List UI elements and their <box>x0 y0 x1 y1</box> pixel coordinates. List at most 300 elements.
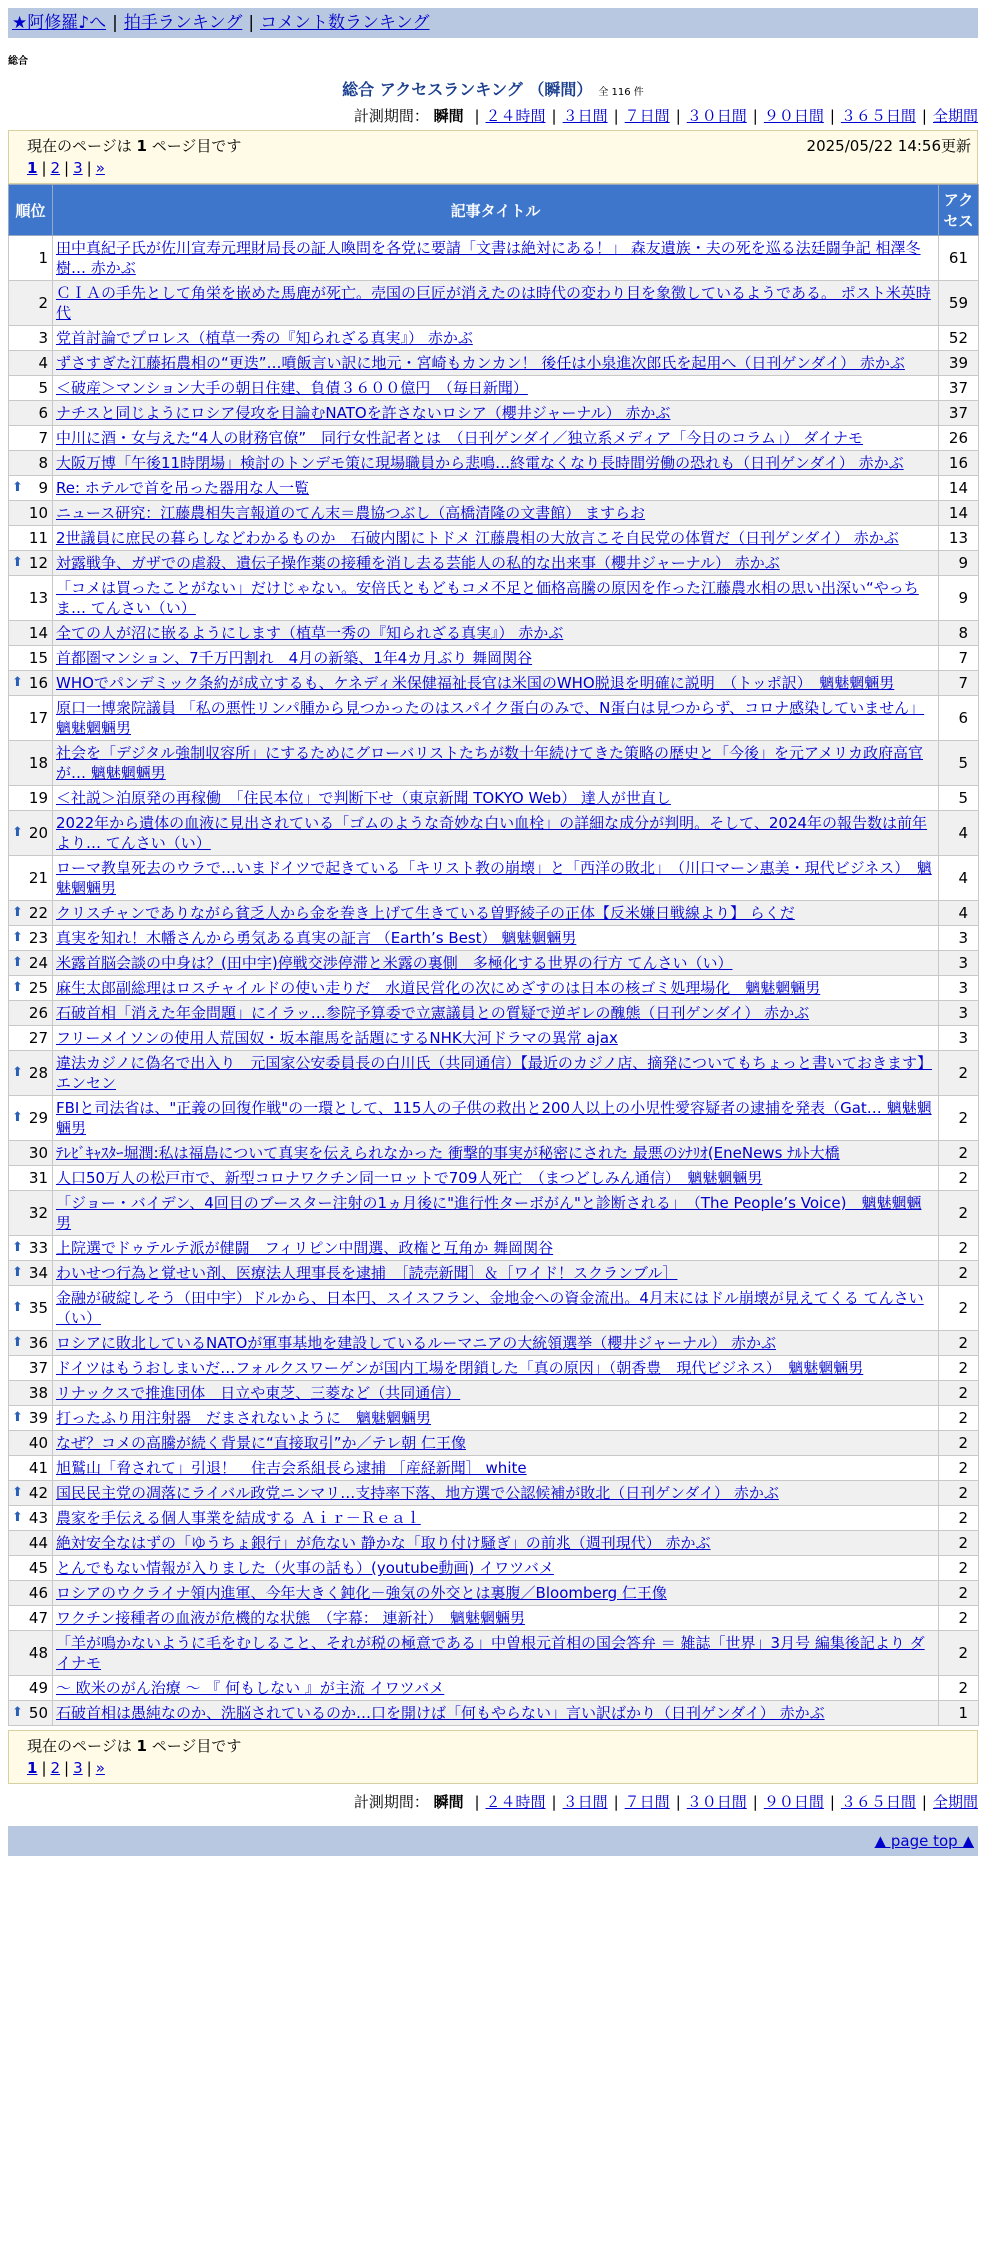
article-title-link[interactable]: わいせつ行為と覚せい剤、医療法人理事長を逮捕 ［読売新聞］＆［ワイド！スクランブル］ <box>56 1264 678 1282</box>
article-title-link[interactable]: 真実を知れ！木幡さんから勇気ある真実の証言 （Earth’s Best） 魑魅魍魎男 <box>56 929 577 947</box>
article-title-link[interactable]: 絶対安全なはずの「ゆうちょ銀行」が危ない 静かな「取り付け騒ぎ」の前兆（週刊現代） 赤かぶ <box>56 1534 711 1552</box>
table-row <box>9 1026 979 1051</box>
article-title-link[interactable]: ロシアに敗北しているNATOが軍事基地を建設しているルーマニアの大統領選挙（櫻井ジャーナル） 赤かぶ <box>56 1334 777 1352</box>
access-count: 2 <box>939 1166 979 1191</box>
table-row <box>9 1166 979 1191</box>
rank-cell <box>9 551 53 576</box>
access-count: 2 <box>939 1631 979 1676</box>
rank-cell <box>9 856 53 901</box>
title-cell <box>53 1481 939 1506</box>
rank-cell <box>9 1096 53 1141</box>
title-cell <box>53 376 939 401</box>
article-title-link[interactable]: 国民民主党の凋落にライバル政党ニンマリ…支持率下落、地方選で公認候補が敗北（日刊ゲンダイ） 赤かぶ <box>56 1484 779 1502</box>
ranking-table-body <box>9 236 979 1726</box>
table-row <box>9 1506 979 1531</box>
title-cell <box>53 576 939 621</box>
title-cell <box>53 1141 939 1166</box>
access-count: 2 <box>939 1456 979 1481</box>
access-count: 37 <box>939 376 979 401</box>
rank-number: 38 <box>28 1384 48 1402</box>
rank-cell <box>9 671 53 696</box>
period-option-link[interactable]: ３６５日間 <box>840 1793 916 1811</box>
article-title-link[interactable]: ずさすぎた江藤拓農相の“更迭”…噴飯言い訳に地元・宮崎もカンカン！ 後任は小泉進次郎氏を起用へ（日刊ゲンダイ） 赤かぶ <box>56 354 905 372</box>
current-page-text: 現在のページは 1 ページ目です <box>27 137 242 155</box>
up-arrow-icon: ⬆ <box>12 1265 23 1280</box>
title-cell <box>53 856 939 901</box>
rank-cell <box>9 526 53 551</box>
rank-number: 21 <box>28 869 48 887</box>
article-title-link[interactable]: 対露戦争、ガザでの虐殺、遺伝子操作薬の接種を消し去る芸能人の私的な出来事（櫻井ジャーナル） 赤かぶ <box>56 554 780 572</box>
rank-number: 11 <box>28 529 48 547</box>
access-count: 2 <box>939 1406 979 1431</box>
period-option-link[interactable]: ２４時間 <box>485 1793 546 1811</box>
access-count: 3 <box>939 926 979 951</box>
rank-cell <box>9 976 53 1001</box>
rank-cell <box>9 1431 53 1456</box>
article-title-link[interactable]: 社会を「デジタル強制収容所」にするためにグローバリストたちが数十年続けてきた策略の歴史と「今後」を元アメリカ政府高官が… 魑魅魍魎男 <box>56 744 924 782</box>
title-cell <box>53 1356 939 1381</box>
access-count: 8 <box>939 621 979 646</box>
article-title-link[interactable]: 人口50万人の松戸市で、新型コロナワクチン同一ロットで709人死亡 （まつどしみん通信） 魑魅魍魎男 <box>56 1169 763 1187</box>
article-title-link[interactable]: ＜社説＞泊原発の再稼働 「住民本位」で判断下せ（東京新聞 TOKYO Web） 達人が世直し <box>56 789 671 807</box>
title-cell <box>53 281 939 326</box>
title-cell <box>53 1606 939 1631</box>
rank-number: 23 <box>28 929 48 947</box>
rank-cell <box>9 401 53 426</box>
col-access-header: アクセス <box>939 185 979 236</box>
rank-number: 17 <box>28 709 48 727</box>
current-page-text: 現在のページは 1 ページ目です <box>27 1737 242 1755</box>
rank-number: 4 <box>38 354 48 372</box>
access-count: 26 <box>939 426 979 451</box>
rank-number: 29 <box>28 1109 48 1127</box>
article-title-link[interactable]: 中川に酒・女与えた“4人の財務官僚” 同行女性記者とは （日刊ゲンダイ／独立系メディア「今日のコラム」） ダイナモ <box>56 429 864 447</box>
period-option-link[interactable]: 全期間 <box>932 107 978 125</box>
period-option-link[interactable]: ３６５日間 <box>840 107 916 125</box>
article-title-link[interactable]: ロシアのウクライナ領内進軍、今年大きく鈍化－強気の外交とは裏腹／Bloomberg 仁王像 <box>56 1584 667 1602</box>
title-cell <box>53 671 939 696</box>
article-title-link[interactable]: 打ったふり用注射器 だまされないように 魑魅魍魎男 <box>56 1409 432 1427</box>
page-link[interactable]: 2 <box>50 1759 61 1777</box>
access-count: 2 <box>939 1381 979 1406</box>
article-title-link[interactable]: ＜破産＞マンション大手の朝日住建、負債３６００億円 （毎日新聞） <box>56 379 528 397</box>
rank-number: 12 <box>28 554 48 572</box>
title-cell <box>53 1456 939 1481</box>
article-title-link[interactable]: リナックスで推進団体 日立や東芝、三菱など（共同通信） <box>56 1384 461 1402</box>
access-count: 3 <box>939 951 979 976</box>
period-links: | ２４時間 | ３日間 | ７日間 | ３０日間 | ９０日間 | ３６５日間 | 全期間 <box>474 1793 978 1811</box>
rank-cell <box>9 926 53 951</box>
access-count: 2 <box>939 1581 979 1606</box>
period-links: | ２４時間 | ３日間 | ７日間 | ３０日間 | ９０日間 | ３６５日間 | 全期間 <box>474 107 978 125</box>
access-count: 39 <box>939 351 979 376</box>
title-cell <box>53 1166 939 1191</box>
period-selector-top <box>8 106 978 126</box>
period-option-link[interactable]: ３日間 <box>562 1793 608 1811</box>
up-arrow-icon: ⬆ <box>12 980 23 995</box>
rank-cell <box>9 646 53 671</box>
period-option-link[interactable]: ７日間 <box>624 1793 670 1811</box>
rank-number: 28 <box>28 1064 48 1082</box>
title-cell <box>53 351 939 376</box>
table-row <box>9 426 979 451</box>
article-title-link[interactable]: 2022年から遺体の血液に見出されている「ゴムのような奇妙な白い血栓」の詳細な成分が判明。そして、2024年の報告数は前年より… てんさい（い） <box>56 814 928 852</box>
table-row <box>9 1051 979 1096</box>
period-option-link[interactable]: ９０日間 <box>763 107 824 125</box>
table-row <box>9 951 979 976</box>
rank-number: 30 <box>28 1144 48 1162</box>
comment-ranking-link[interactable]: コメント数ランキング <box>260 13 430 33</box>
access-count: 2 <box>939 1481 979 1506</box>
table-row <box>9 351 979 376</box>
table-row <box>9 551 979 576</box>
access-count: 5 <box>939 741 979 786</box>
rank-number: 26 <box>28 1004 48 1022</box>
applause-ranking-link[interactable]: 拍手ランキング <box>123 13 243 33</box>
article-title-link[interactable]: 田中真紀子氏が佐川宣寿元理財局長の証人喚問を各党に要請「文書は絶対にある！」 森友遺族・夫の死を巡る法廷闘争記 相澤冬樹… 赤かぶ <box>56 239 921 277</box>
rank-cell <box>9 696 53 741</box>
page-link[interactable]: 1 <box>27 1759 38 1777</box>
title-cell <box>53 741 939 786</box>
table-row <box>9 1236 979 1261</box>
up-arrow-icon: ⬆ <box>12 1510 23 1525</box>
article-title-link[interactable]: フリーメイソンの使用人荒国奴・坂本龍馬を話題にするNHK大河ドラマの異常 ajax <box>56 1029 618 1047</box>
page-link[interactable]: 2 <box>50 159 61 177</box>
table-row <box>9 696 979 741</box>
article-title-link[interactable]: ドイツはもうおしまいだ…フォルクスワーゲンが国内工場を閉鎖した「真の原因」（朝香豊 現代ビジネス） 魑魅魍魎男 <box>56 1359 864 1377</box>
article-title-link[interactable]: FBIと司法省は、"正義の回復作戦"の一環として、115人の子供の救出と200人以上の小児性愛容疑者の逮捕を発表（Gat… 魑魅魍魎男 <box>56 1099 932 1137</box>
rank-number: 25 <box>28 979 48 997</box>
rank-cell <box>9 951 53 976</box>
title-cell <box>53 476 939 501</box>
access-count: 2 <box>939 1191 979 1236</box>
rank-cell <box>9 811 53 856</box>
table-row <box>9 1676 979 1701</box>
table-row <box>9 1531 979 1556</box>
title-cell <box>53 646 939 671</box>
article-title-link[interactable]: 「コメは買ったことがない」だけじゃない。安倍氏ともどもコメ不足と価格高騰の原因を作った江藤農水相の思い出深い“やっちま… てんさい（い） <box>56 579 919 617</box>
article-title-link[interactable]: 「ジョー・バイデン、4回目のブースター注射の1ヵ月後に"進行性ターボがん"と診断される」 （The People’s Voice) 魑魅魍魎男 <box>56 1194 922 1232</box>
rank-cell <box>9 236 53 281</box>
article-title-link[interactable]: ﾃﾚﾋﾞｷｬｽﾀｰ堀潤:私は福島について真実を伝えられなかった 衝撃的事実が秘密にされた 最悪のｼﾅﾘｵ(EneNews ﾅﾙﾄ大橋 <box>56 1144 840 1162</box>
table-row <box>9 576 979 621</box>
table-row <box>9 326 979 351</box>
rank-cell <box>9 1676 53 1701</box>
access-count: 4 <box>939 811 979 856</box>
article-title-link[interactable]: 首都圏マンション、7千万円割れ 4月の新築、1年4カ月ぶり 舞岡関谷 <box>56 649 533 667</box>
up-arrow-icon: ⬆ <box>12 1335 23 1350</box>
rank-cell <box>9 476 53 501</box>
title-cell <box>53 1556 939 1581</box>
access-count: 61 <box>939 236 979 281</box>
rank-cell <box>9 1581 53 1606</box>
up-arrow-icon: ⬆ <box>12 1300 23 1315</box>
table-row <box>9 786 979 811</box>
period-option-link[interactable]: ２４時間 <box>485 107 546 125</box>
rank-cell <box>9 1236 53 1261</box>
table-row <box>9 646 979 671</box>
next-page-link[interactable]: » <box>95 1759 105 1777</box>
access-count: 4 <box>939 856 979 901</box>
period-label: 計測期間： <box>353 107 429 125</box>
title-cell <box>53 1051 939 1096</box>
rank-cell <box>9 426 53 451</box>
home-link[interactable]: ★阿修羅♪へ <box>12 13 107 33</box>
rank-number: 34 <box>28 1264 48 1282</box>
period-option-link[interactable]: ７日間 <box>624 107 670 125</box>
period-option-link[interactable]: ３０日間 <box>686 107 747 125</box>
title-cell <box>53 1581 939 1606</box>
rank-number: 45 <box>28 1559 48 1577</box>
rank-cell <box>9 1141 53 1166</box>
rank-cell <box>9 1051 53 1096</box>
rank-cell <box>9 1456 53 1481</box>
rank-cell <box>9 1331 53 1356</box>
rank-cell <box>9 1026 53 1051</box>
access-count: 2 <box>939 1506 979 1531</box>
rank-cell <box>9 1286 53 1331</box>
article-title-link[interactable]: ローマ教皇死去のウラで…いまドイツで起きている「キリスト教の崩壊」と「西洋の敗北」 （川口マーン惠美・現代ビジネス） 魑魅魍魎男 <box>56 859 932 897</box>
up-arrow-icon: ⬆ <box>12 1705 23 1720</box>
table-row <box>9 856 979 901</box>
title-cell <box>53 1506 939 1531</box>
period-option-link[interactable]: ９０日間 <box>763 1793 824 1811</box>
access-count: 4 <box>939 901 979 926</box>
rank-number: 33 <box>28 1239 48 1257</box>
up-arrow-icon: ⬆ <box>12 1110 23 1125</box>
rank-number: 27 <box>28 1029 48 1047</box>
period-option-link[interactable]: ３日間 <box>562 107 608 125</box>
page-link[interactable]: 3 <box>73 159 83 177</box>
rank-number: 13 <box>28 589 48 607</box>
footer-bar <box>8 1826 978 1856</box>
table-row <box>9 621 979 646</box>
table-row <box>9 1191 979 1236</box>
title-cell <box>53 1631 939 1676</box>
title-cell <box>53 976 939 1001</box>
article-title-link[interactable]: 金融が破綻しそう（田中宇）ドルから、日本円、スイスフラン、金地金への資金流出。4月末にはドル崩壊が見えてくる てんさい（い） <box>56 1289 924 1327</box>
table-row <box>9 1001 979 1026</box>
table-row <box>9 1096 979 1141</box>
rank-cell <box>9 1481 53 1506</box>
up-arrow-icon: ⬆ <box>12 905 23 920</box>
table-row <box>9 1431 979 1456</box>
article-title-link[interactable]: 麻生太郎副総理はロスチャイルドの使い走りだ 水道民営化の次にめざすのは日本の核ゴミ処理場化 魑魅魍魎男 <box>56 979 821 997</box>
article-title-link[interactable]: WHOでパンデミック条約が成立するも、ケネディ米保健福祉長官は米国のWHO脱退を明確に説明 （トッポ訳） 魑魅魍魎男 <box>56 674 895 692</box>
article-title-link[interactable]: 「羊が鳴かないように毛をむしること、それが税の極意である」中曽根元首相の国会答弁 ＝ 雑誌「世界」3月号 編集後記より ダイナモ <box>56 1634 925 1672</box>
table-row <box>9 1456 979 1481</box>
title-cell <box>53 501 939 526</box>
rank-number: 24 <box>28 954 48 972</box>
rank-number: 19 <box>28 789 48 807</box>
rank-cell <box>9 576 53 621</box>
page-link[interactable]: 1 <box>27 159 38 177</box>
article-title-link[interactable]: ナチスと同じようにロシア侵攻を目論むNATOを許さないロシア（櫻井ジャーナル） 赤かぶ <box>56 404 671 422</box>
article-title-link[interactable]: Re: ホテルで首を吊った器用な人一覧 <box>56 479 310 497</box>
title-cell <box>53 811 939 856</box>
title-cell <box>53 236 939 281</box>
article-title-link[interactable]: ニュース研究：江藤農相失言報道のてん末＝農協つぶし（高橋清隆の文書館） ますらお <box>56 504 646 522</box>
period-option-link[interactable]: ３０日間 <box>686 1793 747 1811</box>
table-row <box>9 1581 979 1606</box>
title-cell <box>53 1286 939 1331</box>
rank-cell <box>9 376 53 401</box>
access-count: 6 <box>939 696 979 741</box>
access-count: 2 <box>939 1556 979 1581</box>
rank-cell <box>9 1506 53 1531</box>
article-title-link[interactable]: ～ 欧米のがん治療 ～ 『 何もしない 』が主流 イワツバメ <box>56 1679 445 1697</box>
pager-box-bottom <box>8 1730 978 1784</box>
access-count: 7 <box>939 671 979 696</box>
access-count: 2 <box>939 1331 979 1356</box>
rank-cell <box>9 281 53 326</box>
article-title-link[interactable]: 違法カジノに偽名で出入り 元国家公安委員長の白川氏（共同通信）【最近のカジノ店、摘発についてもちょっと書いておきます】 エンセン <box>56 1054 933 1092</box>
article-title-link[interactable]: 農家を手伝える個人事業を結成する Ａｉｒ－Ｒｅａｌ <box>56 1509 421 1527</box>
access-count: 9 <box>939 551 979 576</box>
pager-links: 1 | 2 | 3 | » <box>27 159 105 177</box>
rank-cell <box>9 621 53 646</box>
table-row <box>9 1331 979 1356</box>
article-title-link[interactable]: 党首討論でプロレス（植草一秀の『知られざる真実』） 赤かぶ <box>56 329 473 347</box>
period-selector-bottom <box>8 1792 978 1812</box>
table-row <box>9 1406 979 1431</box>
next-page-link[interactable]: » <box>95 159 105 177</box>
title-cell <box>53 901 939 926</box>
article-title-link[interactable]: 原口一博衆院議員 「私の悪性リンパ腫から見つかったのはスパイク蛋白のみで、N蛋白は見つからず、コロナ感染していません」 魑魅魍魎男 <box>56 699 925 737</box>
rank-cell <box>9 786 53 811</box>
table-row <box>9 1481 979 1506</box>
article-title-link[interactable]: 旭鷲山「脅されて」引退！ 住吉会系組長ら逮捕 ［産経新聞］ white <box>56 1459 527 1477</box>
access-count: 3 <box>939 1001 979 1026</box>
article-title-link[interactable]: 全ての人が沼に嵌るようにします（植草一秀の『知られざる真実』） 赤かぶ <box>56 624 564 642</box>
title-cell <box>53 401 939 426</box>
rank-number: 6 <box>38 404 48 422</box>
rank-cell <box>9 326 53 351</box>
rank-number: 16 <box>28 674 48 692</box>
article-title-link[interactable]: なぜ？コメの高騰が続く背景に“直接取引”か／テレ朝 仁王像 <box>56 1434 467 1452</box>
title-cell <box>53 951 939 976</box>
access-count: 2 <box>939 1356 979 1381</box>
title-cell <box>53 326 939 351</box>
title-cell <box>53 1331 939 1356</box>
article-title-link[interactable]: 石破首相は愚純なのか、洗脳されているのか…口を開けば「何もやらない」言い訳ばかり（日刊ゲンダイ） 赤かぶ <box>56 1704 825 1722</box>
up-arrow-icon: ⬆ <box>12 1065 23 1080</box>
table-row <box>9 811 979 856</box>
access-count: 2 <box>939 1096 979 1141</box>
access-count: 1 <box>939 1701 979 1726</box>
table-row <box>9 376 979 401</box>
period-option-link[interactable]: 全期間 <box>932 1793 978 1811</box>
rank-cell <box>9 1356 53 1381</box>
article-title-link[interactable]: クリスチャンでありながら貧乏人から金を巻き上げて生きている曽野綾子の正体【反米嫌日戦線より】 らくだ <box>56 904 795 922</box>
title-cell <box>53 426 939 451</box>
rank-cell <box>9 1191 53 1236</box>
article-title-link[interactable]: 大阪万博「午後11時閉場」検討のトンデモ策に現場職員から悲鳴…終電なくなり長時間労働の恐れも（日刊ゲンダイ） 赤かぶ <box>56 454 904 472</box>
access-count: 37 <box>939 401 979 426</box>
rank-number: 3 <box>38 329 48 347</box>
title-cell <box>53 1701 939 1726</box>
rank-number: 22 <box>28 904 48 922</box>
rank-number: 31 <box>28 1169 48 1187</box>
rank-number: 5 <box>38 379 48 397</box>
updated-timestamp: 2025/05/22 14:56更新 <box>806 137 971 155</box>
access-count: 2 <box>939 1261 979 1286</box>
rank-number: 47 <box>28 1609 48 1627</box>
rank-cell <box>9 741 53 786</box>
title-cell <box>53 786 939 811</box>
rank-cell <box>9 1556 53 1581</box>
total-count: 全 116 件 <box>598 87 644 98</box>
access-count: 59 <box>939 281 979 326</box>
rank-cell <box>9 1631 53 1676</box>
article-title-link[interactable]: ＣＩＡの手先として角栄を嵌めた馬鹿が死亡。売国の巨匠が消えたのは時代の変わり目を象徴しているようである。 ポスト米英時代 <box>56 284 931 322</box>
page-title <box>0 77 986 100</box>
pager-box-top <box>8 130 978 184</box>
rank-cell <box>9 1001 53 1026</box>
article-title-link[interactable]: 上院選でドゥテルテ派が健闘 フィリピン中間選、政権と互角か 舞岡関谷 <box>56 1239 554 1257</box>
up-arrow-icon: ⬆ <box>12 955 23 970</box>
rank-number: 20 <box>28 824 48 842</box>
access-count: 2 <box>939 1141 979 1166</box>
access-count: 5 <box>939 786 979 811</box>
access-count: 2 <box>939 1236 979 1261</box>
up-arrow-icon: ⬆ <box>12 555 23 570</box>
rank-number: 10 <box>28 504 48 522</box>
col-title-header: 記事タイトル <box>53 185 939 236</box>
title-cell <box>53 451 939 476</box>
table-header-row <box>9 185 979 236</box>
title-cell <box>53 1381 939 1406</box>
rank-number: 46 <box>28 1584 48 1602</box>
page-top-link[interactable]: ▲ page top ▲ <box>874 1832 974 1850</box>
table-row <box>9 281 979 326</box>
pager-links: 1 | 2 | 3 | » <box>27 1759 105 1777</box>
access-count: 9 <box>939 576 979 621</box>
rank-number: 41 <box>28 1459 48 1477</box>
rank-number: 18 <box>28 754 48 772</box>
access-count: 52 <box>939 326 979 351</box>
table-row <box>9 1286 979 1331</box>
article-title-link[interactable]: 2世議員に庶民の暮らしなどわかるものか 石破内閣にトドメ 江藤農相の大放言こそ自民党の体質だ（日刊ゲンダイ） 赤かぶ <box>56 529 899 547</box>
access-count: 3 <box>939 1026 979 1051</box>
article-title-link[interactable]: ワクチン接種者の血液が危機的な状態 （字幕： 連新社） 魑魅魍魎男 <box>56 1609 526 1627</box>
up-arrow-icon: ⬆ <box>12 1485 23 1500</box>
table-row <box>9 476 979 501</box>
article-title-link[interactable]: とんでもない情報が入りました（火事の話も）(youtube動画) イワツバメ <box>56 1559 554 1577</box>
table-row <box>9 741 979 786</box>
rank-number: 48 <box>28 1644 48 1662</box>
article-title-link[interactable]: 米露首脳会談の中身は？(田中宇)停戦交渉停滞と米露の裏側 多極化する世界の行方 てんさい（い） <box>56 954 733 972</box>
title-cell <box>53 1236 939 1261</box>
rank-cell <box>9 1381 53 1406</box>
article-title-link[interactable]: 石破首相「消えた年金問題」にイラッ…参院予算委で立憲議員との質疑で逆ギレの醜態（日刊ゲンダイ） 赤かぶ <box>56 1004 810 1022</box>
period-current: 瞬間 <box>433 1793 464 1811</box>
rank-number: 32 <box>28 1204 48 1222</box>
rank-number: 36 <box>28 1334 48 1352</box>
title-cell <box>53 1431 939 1456</box>
col-rank-header: 順位 <box>9 185 53 236</box>
ranking-table <box>8 184 979 1726</box>
rank-number: 39 <box>28 1409 48 1427</box>
page-link[interactable]: 3 <box>73 1759 83 1777</box>
title-cell <box>53 551 939 576</box>
rank-number: 49 <box>28 1679 48 1697</box>
title-cell <box>53 621 939 646</box>
category-label: 総合 <box>8 56 28 67</box>
rank-number: 2 <box>38 294 48 312</box>
title-cell <box>53 526 939 551</box>
table-row <box>9 1701 979 1726</box>
